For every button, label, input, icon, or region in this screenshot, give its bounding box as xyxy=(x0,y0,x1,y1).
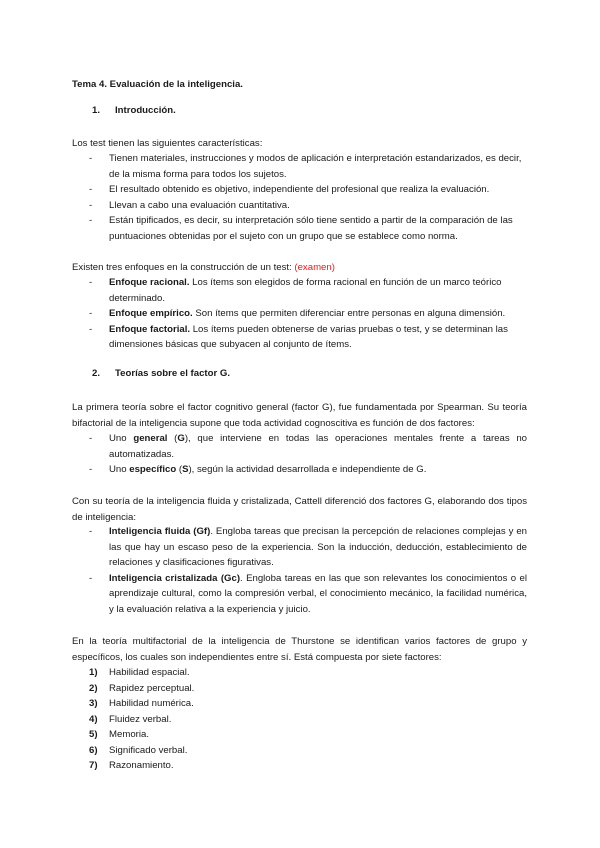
section-1-number: 1. xyxy=(92,105,101,116)
item-number: 7) xyxy=(89,760,98,771)
tests-intro: Los test tienen las siguientes características: xyxy=(72,138,263,149)
intelligence-text: . Engloba tareas en las que son relevantes los conocimientos o el aprendizaje cultural, como la compresión verbal, el conocimiento mecánico, la facilidad numérica, y la evaluación relativa a la experiencia y juicio. xyxy=(109,572,528,615)
spearman-factors-list xyxy=(72,431,527,478)
item-text: Habilidad espacial. xyxy=(109,667,190,678)
item-number: 2) xyxy=(89,682,98,694)
list-item-text: Están tipificados, es decir, su interpretación sólo tiene sentido a partir de la comparación de las puntuaciones obtenidas por el sujeto con un grupo que se establece como norma. xyxy=(109,215,513,242)
approaches-list xyxy=(72,275,527,353)
item-number: 3) xyxy=(89,698,98,709)
item-text: Habilidad numérica. xyxy=(109,698,194,709)
list-item: - Uno general (G), que interviene en todas las operaciones mentales frente a tareas no automatizadas. xyxy=(89,433,528,460)
factor-symbol: S xyxy=(182,464,189,475)
approach-term: Enfoque racional. xyxy=(109,277,190,288)
list-item xyxy=(72,696,527,712)
list-item xyxy=(72,727,527,743)
list-item-text: El resultado obtenido es objetivo, independiente del profesional que realiza la evaluación. xyxy=(109,184,490,195)
test-characteristics-list xyxy=(72,151,527,244)
cattell-list xyxy=(72,524,527,617)
section-1-title: Introducción. xyxy=(115,105,176,116)
approaches-intro xyxy=(72,260,527,276)
item-text: Memoria. xyxy=(109,729,149,740)
cattell-paragraph: Con su teoría de la inteligencia fluida y cristalizada, Cattell diferenció dos factores G, elaborando dos tipos de inteligencia: xyxy=(72,496,527,523)
factor-paren: ( xyxy=(176,464,183,475)
list-item: - El resultado obtenido es objetivo, independiente del profesional que realiza la evaluación. xyxy=(89,184,490,195)
factor-term: específico xyxy=(129,464,177,475)
factor-text: ), según la actividad desarrollada e independiente de G. xyxy=(188,464,427,475)
item-text: Significado verbal. xyxy=(109,744,188,756)
spearman-paragraph: La primera teoría sobre el factor cognitivo general (factor G), fue fundamentada por Spearman. Su teoría bifactorial de la inteligencia supone que toda actividad cognoscitiva es función de dos factores: xyxy=(72,402,527,429)
section-2-heading xyxy=(92,368,230,379)
thurstone-factors-list xyxy=(72,665,527,774)
list-item-text: Tienen materiales, instrucciones y modos de aplicación e interpretación estandarizados, es decir, de la misma forma para todos los sujetos. xyxy=(109,153,522,180)
factor-symbol: G xyxy=(177,433,185,444)
item-number: 1) xyxy=(89,667,98,678)
thurstone-paragraph: En la teoría multifactorial de la inteligencia de Thurstone se identifican varios factores de grupo y específicos, los cuales son independientes entre sí. Está compuesta por siete factores: xyxy=(72,636,527,663)
approach-term: Enfoque empírico. xyxy=(109,308,193,319)
intelligence-text: . Engloba tareas que precisan la percepción de relaciones complejas y en las que hay un escaso peso de la experiencia. Son la inducción, deducción, establecimiento de relaciones y clasificaciones figurativas. xyxy=(109,526,527,568)
list-item: - Inteligencia fluida (Gf). Engloba tareas que precisan la percepción de relaciones complejas y en las que hay un escaso peso de la experiencia. Son la inducción, deducción, establecimiento de relaciones y clasificaciones figurativas. xyxy=(89,526,527,568)
item-text: Fluidez verbal. xyxy=(109,713,172,725)
factor-term: general xyxy=(133,433,168,444)
list-item: - Tienen materiales, instrucciones y modos de aplicación e interpretación estandarizados, es decir, de la misma forma para todos los sujetos. xyxy=(89,153,522,180)
list-item xyxy=(72,743,527,759)
list-item xyxy=(72,758,527,774)
item-number: 6) xyxy=(89,744,98,756)
list-item: - Están tipificados, es decir, su interpretación sólo tiene sentido a partir de la comparación de las puntuaciones obtenidas por el sujeto con un grupo que se establece como norma. xyxy=(89,215,513,242)
document-title: Tema 4. Evaluación de la inteligencia. xyxy=(72,79,243,90)
intelligence-term: Inteligencia cristalizada (Gc) xyxy=(109,572,241,584)
list-item xyxy=(72,712,527,728)
section-1-heading xyxy=(92,105,176,116)
list-item-text: Llevan a cabo una evaluación cuantitativa. xyxy=(109,199,290,211)
item-number: 5) xyxy=(89,729,98,740)
approaches-intro-text: Existen tres enfoques en la construcción de un test: xyxy=(72,262,292,273)
approach-text: Son ítems que permiten diferenciar entre personas en alguna dimensión. xyxy=(192,308,506,319)
factor-text: ), que interviene en todas las operaciones mentales frente a tareas no automatizadas. xyxy=(109,433,528,460)
approach-text: Los ítems pueden obtenerse de varias pruebas o test, y se determinan las dimensiones básicas que subyacen al conjunto de ítems. xyxy=(109,323,508,350)
list-item: - Uno específico (S), según la actividad desarrollada e independiente de G. xyxy=(89,464,427,475)
section-2-title: Teorías sobre el factor G. xyxy=(115,368,230,379)
approach-text: Los ítems son elegidos de forma racional en función de un marco teórico determinado. xyxy=(109,277,502,304)
item-number: 4) xyxy=(89,713,98,725)
factor-prefix: Uno xyxy=(109,464,130,475)
list-item xyxy=(72,665,527,681)
list-item: - Enfoque racional. Los ítems son elegidos de forma racional en función de un marco teórico determinado. xyxy=(89,277,502,304)
list-item: - Enfoque factorial. Los ítems pueden obtenerse de varias pruebas o test, y se determinan las dimensiones básicas que subyacen al conjunto de ítems. xyxy=(89,323,508,350)
approach-term: Enfoque factorial. xyxy=(109,323,191,335)
list-item: - Llevan a cabo una evaluación cuantitativa. xyxy=(89,199,290,211)
section-2-number: 2. xyxy=(92,368,101,379)
factor-paren: ( xyxy=(167,433,178,444)
exam-note: (examen) xyxy=(294,262,335,273)
list-item: - Enfoque empírico. Son ítems que permiten diferenciar entre personas en alguna dimensión. xyxy=(89,308,506,319)
intelligence-term: Inteligencia fluida (Gf) xyxy=(109,526,211,537)
item-text: Razonamiento. xyxy=(109,760,174,771)
factor-prefix: Uno xyxy=(109,433,134,444)
list-item: - Inteligencia cristalizada (Gc). Engloba tareas en las que son relevantes los conocimientos o el aprendizaje cultural, como la compresión verbal, el conocimiento mecánico, la facilidad numérica, y la evaluación relativa a la experiencia y juicio. xyxy=(89,572,528,615)
item-text: Rapidez perceptual. xyxy=(109,682,195,694)
list-item xyxy=(72,681,527,697)
